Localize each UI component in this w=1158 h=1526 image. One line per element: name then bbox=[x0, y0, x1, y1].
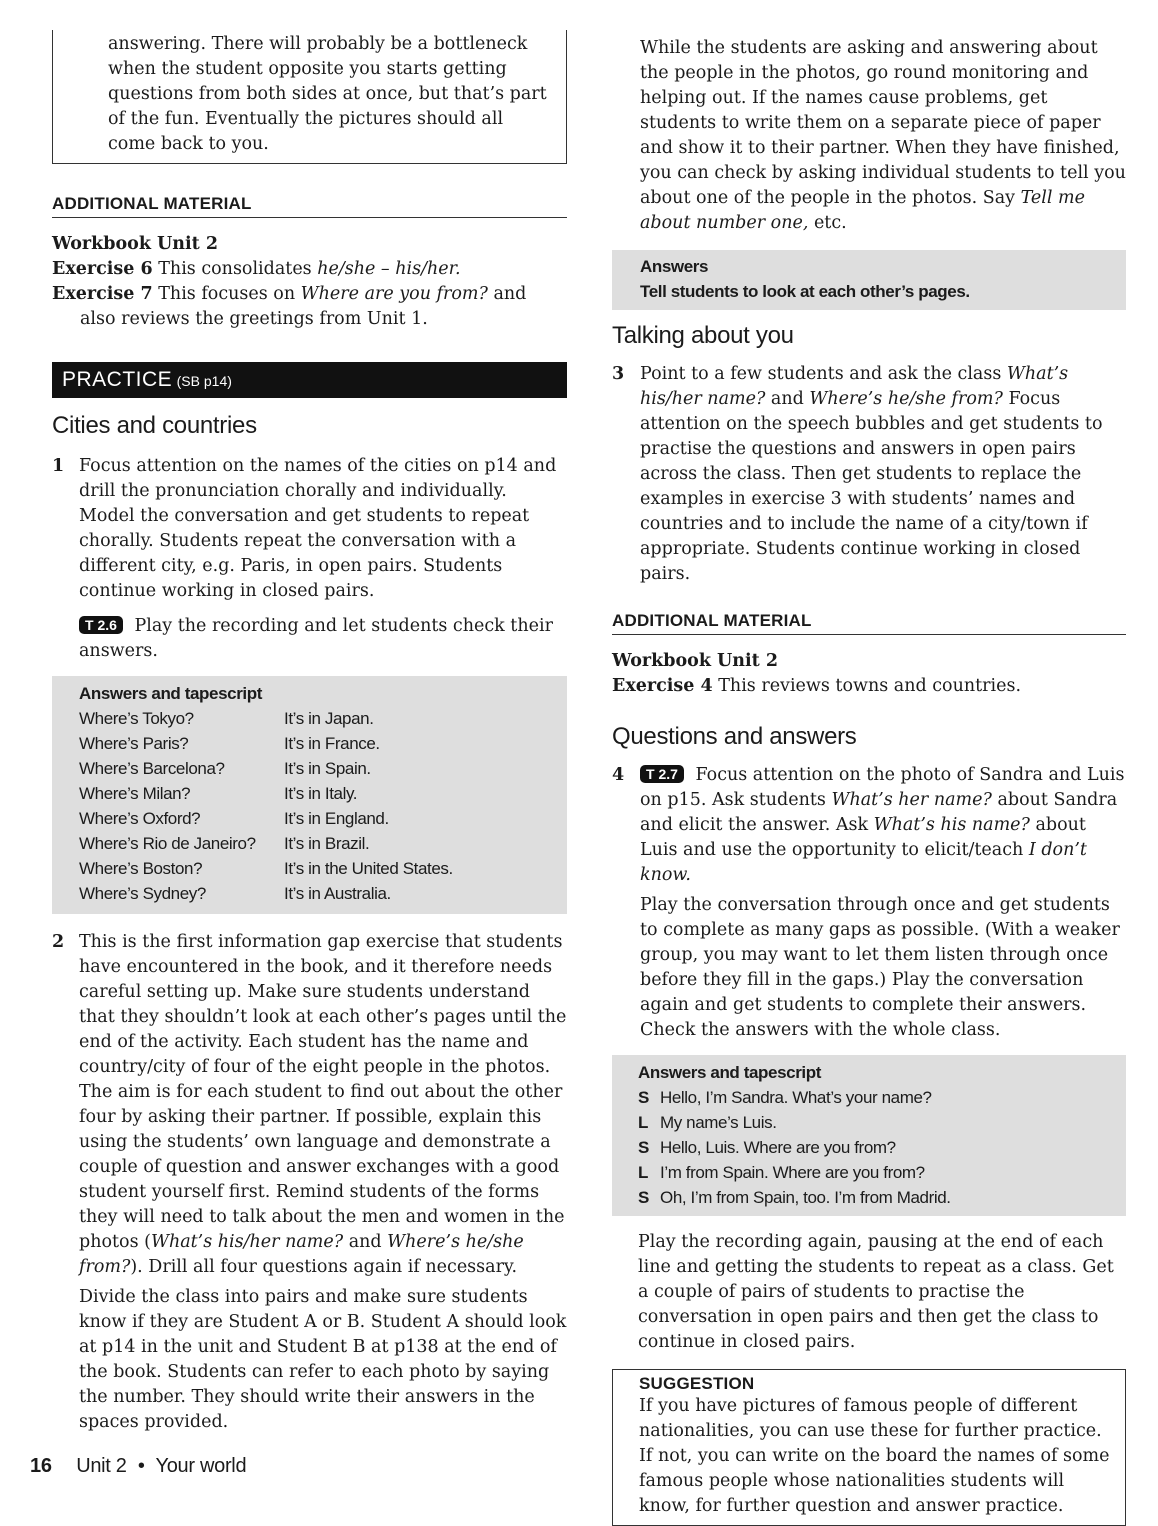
answer-question: Where’s Oxford? bbox=[79, 809, 201, 828]
answer-row bbox=[79, 781, 557, 806]
exercise-4-text: This reviews towns and countries. bbox=[712, 676, 1022, 696]
dialogue-line bbox=[638, 1110, 1116, 1135]
dialogue-text: I’m from Spain. Where are you from? bbox=[660, 1163, 925, 1182]
page-footer bbox=[30, 1455, 246, 1478]
answer-text: It’s in Spain. bbox=[284, 759, 371, 778]
item-1-play bbox=[52, 614, 567, 664]
answer-text: It’s in Italy. bbox=[284, 784, 358, 803]
item-3-text bbox=[640, 362, 1126, 587]
speaker-label: L bbox=[638, 1163, 648, 1182]
additional-material-body-2 bbox=[612, 649, 1126, 699]
item-2-number: 2 bbox=[52, 932, 65, 952]
cities-title: Cities and countries bbox=[52, 412, 257, 439]
left-column bbox=[52, 30, 567, 1435]
dialogue-line bbox=[638, 1185, 1116, 1210]
item-2-italic-a: What’s his/her name? bbox=[150, 1232, 344, 1252]
additional-material-section-2 bbox=[612, 611, 1126, 699]
item-4-para-2: Play the conversation through once and get students to complete as many gaps as possible. (With a weaker group, you may want to let them listen through once before they fill in the gaps.) Play the conversation again and get students to complete their answers. Check the answers with the whole class. bbox=[640, 895, 1120, 1040]
answer-text: It’s in England. bbox=[284, 809, 389, 828]
answer-text: It’s in France. bbox=[284, 734, 380, 753]
footer-title: Your world bbox=[155, 1455, 247, 1477]
workbook-label: Workbook Unit 2 bbox=[52, 234, 219, 254]
speaker-label: S bbox=[638, 1188, 649, 1207]
item-4-italic-a: What’s her name? bbox=[831, 790, 992, 810]
exercise-7-text-b: and also reviews the greetings from Unit 1. bbox=[80, 284, 527, 329]
exercise-7-italic: Where are you from? bbox=[300, 284, 488, 304]
item-4-text-b: about Sandra and elicit the answer. Ask bbox=[640, 790, 1118, 835]
exercise-7-line bbox=[52, 282, 567, 332]
talking-title: Talking about you bbox=[612, 322, 794, 349]
item-2-italic-b: Where’s he/she from? bbox=[79, 1232, 524, 1277]
additional-material-heading-2: ADDITIONAL MATERIAL bbox=[612, 611, 1126, 635]
answers-box-text: Tell students to look at each other’s pages. bbox=[640, 282, 970, 301]
track-tag-t26: T 2.6 bbox=[79, 616, 123, 634]
exercise-6-text: This consolidates bbox=[152, 259, 318, 279]
dialogue-text: Hello, Luis. Where are you from? bbox=[660, 1138, 896, 1157]
practice-bar bbox=[52, 362, 567, 398]
item-3-italic-b: Where’s he/she from? bbox=[809, 389, 1003, 409]
answer-row bbox=[79, 706, 557, 731]
intro-text-b: etc. bbox=[808, 213, 847, 233]
answer-text: It’s in the United States. bbox=[284, 859, 453, 878]
answers-1-heading: Answers and tapescript bbox=[79, 684, 262, 703]
intro-text-a: While the students are asking and answering about the people in the photos, go round monitoring and helping out. If the names cause problems, get students to write them on a separate piece of paper and show it to their partner. When they have finished, you can check by asking individual students to tell you about one of the people in the photos. Say bbox=[640, 38, 1126, 208]
speaker-label: L bbox=[638, 1113, 648, 1132]
track-tag-t27: T 2.7 bbox=[640, 765, 684, 783]
dialogue-text: My name’s Luis. bbox=[660, 1113, 777, 1132]
exercise-6-italic: he/she – his/her. bbox=[317, 259, 461, 279]
item-2-text-a: This is the first information gap exercise that students have encountered in the book, and it therefore needs careful setting up. Make sure students understand that they shouldn’t look at each other’s pages until the end of the activity. Each student has the name and country/city of four of the eight people in the photos. The aim is for each student to find out about the other four by asking their partner. If possible, explain this using the students’ own language and demonstrate a couple of question and answer exchanges with a good student yourself first. Remind students of the forms they will need to talk about the men and women in the photos ( bbox=[79, 932, 567, 1252]
page-number: 16 bbox=[30, 1455, 52, 1477]
suggestion-box bbox=[612, 1369, 1126, 1526]
item-4-italic-c: I don’t know. bbox=[640, 840, 1087, 885]
top-note-text: answering. There will probably be a bottleneck when the student opposite you starts getting questions from both sides at once, but that’s part of the fun. Eventually the pictures should all come back to you. bbox=[108, 34, 547, 154]
dialogue-text: Oh, I’m from Spain, too. I’m from Madrid. bbox=[660, 1188, 951, 1207]
item-2 bbox=[52, 930, 567, 1435]
top-note-box bbox=[52, 30, 567, 164]
answer-row bbox=[79, 806, 557, 831]
workbook-label-2: Workbook Unit 2 bbox=[612, 651, 779, 671]
answers-2-heading: Answers and tapescript bbox=[638, 1063, 821, 1082]
answer-question: Where’s Tokyo? bbox=[79, 709, 194, 728]
answers-tapescript-box-2 bbox=[612, 1055, 1126, 1216]
additional-material-body bbox=[52, 232, 567, 332]
exercise-4-line bbox=[612, 674, 1126, 699]
answer-question: Where’s Barcelona? bbox=[79, 759, 225, 778]
answer-question: Where’s Boston? bbox=[79, 859, 203, 878]
footer-separator: • bbox=[137, 1455, 145, 1477]
dialogue-line bbox=[638, 1135, 1116, 1160]
answers-tapescript-box-1 bbox=[52, 676, 567, 914]
right-column bbox=[612, 36, 1126, 1526]
answer-question: Where’s Milan? bbox=[79, 784, 191, 803]
footer-unit: Unit 2 bbox=[76, 1455, 127, 1477]
exercise-4-label: Exercise 4 bbox=[612, 676, 713, 696]
item-1-text: Focus attention on the names of the cities on p14 and drill the pronunciation chorally and individually. Model the conversation and get students to repeat chorally. Students repeat the conversation with a different city, e.g. Paris, in open pairs. Students continue working in closed pairs. bbox=[79, 456, 557, 601]
answer-row bbox=[79, 856, 557, 881]
speaker-label: S bbox=[638, 1138, 649, 1157]
exercise-7-label: Exercise 7 bbox=[52, 284, 153, 304]
additional-material-heading: ADDITIONAL MATERIAL bbox=[52, 194, 567, 218]
answers-1-list bbox=[79, 706, 557, 906]
suggestion-heading: SUGGESTION bbox=[639, 1374, 755, 1393]
qa-title: Questions and answers bbox=[612, 723, 857, 750]
item-4-text bbox=[640, 763, 1126, 888]
intro-italic: Tell me about number one, bbox=[640, 188, 1085, 233]
item-3 bbox=[612, 362, 1126, 587]
answer-text: It’s in Brazil. bbox=[284, 834, 370, 853]
answer-row bbox=[79, 756, 557, 781]
answer-text: It’s in Japan. bbox=[284, 709, 374, 728]
intro-paragraph bbox=[612, 36, 1126, 236]
item-4-text-a: Focus attention on the photo of Sandra and Luis on p15. Ask students bbox=[640, 765, 1125, 810]
answer-question: Where’s Rio de Janeiro? bbox=[79, 834, 256, 853]
item-2-text-b: and bbox=[343, 1232, 388, 1252]
exercise-6-line bbox=[52, 257, 567, 282]
item-3-text-b: and bbox=[765, 389, 810, 409]
item-4-italic-b: What’s his name? bbox=[873, 815, 1030, 835]
answer-row bbox=[79, 731, 557, 756]
additional-material-section bbox=[52, 194, 567, 332]
exercise-7-text: This focuses on bbox=[152, 284, 301, 304]
dialogue-text: Hello, I’m Sandra. What’s your name? bbox=[660, 1088, 932, 1107]
dialogue-line bbox=[638, 1160, 1116, 1185]
item-1-play-text: Play the recording and let students check their answers. bbox=[79, 616, 553, 661]
item-1-number: 1 bbox=[52, 456, 65, 476]
answer-row bbox=[79, 881, 557, 906]
item-3-text-c: Focus attention on the speech bubbles and get students to practise the questions and answers in open pairs across the class. Then get students to replace the examples in exercise 3 with students’ names and countries and to include the name of a city/town if appropriate. Students continue working in closed pairs. bbox=[640, 389, 1103, 584]
item-4-text-c: about Luis and use the opportunity to elicit/teach bbox=[640, 815, 1086, 860]
item-3-italic-a: What’s his/her name? bbox=[640, 364, 1069, 409]
answers-box bbox=[612, 250, 1126, 310]
item-2-text-c: ). Drill all four questions again if necessary. bbox=[130, 1257, 518, 1277]
answer-row bbox=[79, 831, 557, 856]
answer-text: It’s in Australia. bbox=[284, 884, 391, 903]
item-4 bbox=[612, 763, 1126, 1043]
speaker-label: S bbox=[638, 1088, 649, 1107]
item-1 bbox=[52, 454, 567, 604]
suggestion-text: If you have pictures of famous people of different nationalities, you can use these for further practice. If not, you can write on the board the names of some famous people whose nationalities students will know, for further question and answer practice. bbox=[639, 1396, 1110, 1516]
dialogue-line bbox=[638, 1085, 1116, 1110]
play-again-paragraph: Play the recording again, pausing at the end of each line and getting the students to repeat as a class. Get a couple of pairs of students to practise the conversation in open pairs and then get the class to continue in closed pairs. bbox=[638, 1232, 1114, 1352]
answer-question: Where’s Paris? bbox=[79, 734, 189, 753]
answers-box-heading: Answers bbox=[640, 257, 709, 276]
practice-label: PRACTICE bbox=[62, 368, 173, 391]
exercise-6-label: Exercise 6 bbox=[52, 259, 153, 279]
answer-question: Where’s Sydney? bbox=[79, 884, 206, 903]
item-4-number: 4 bbox=[612, 765, 625, 785]
item-2-para-2: Divide the class into pairs and make sure students know if they are Student A or B. Student A should look at p14 in the unit and Student B at p138 at the end of the book. Students can refer to each photo by saying the number. They should write their answers in the spaces provided. bbox=[79, 1287, 567, 1432]
item-3-number: 3 bbox=[612, 364, 625, 384]
item-3-text-a: Point to a few students and ask the class bbox=[640, 364, 1007, 384]
practice-ref: (SB p14) bbox=[176, 373, 232, 389]
item-2-text bbox=[79, 930, 567, 1280]
